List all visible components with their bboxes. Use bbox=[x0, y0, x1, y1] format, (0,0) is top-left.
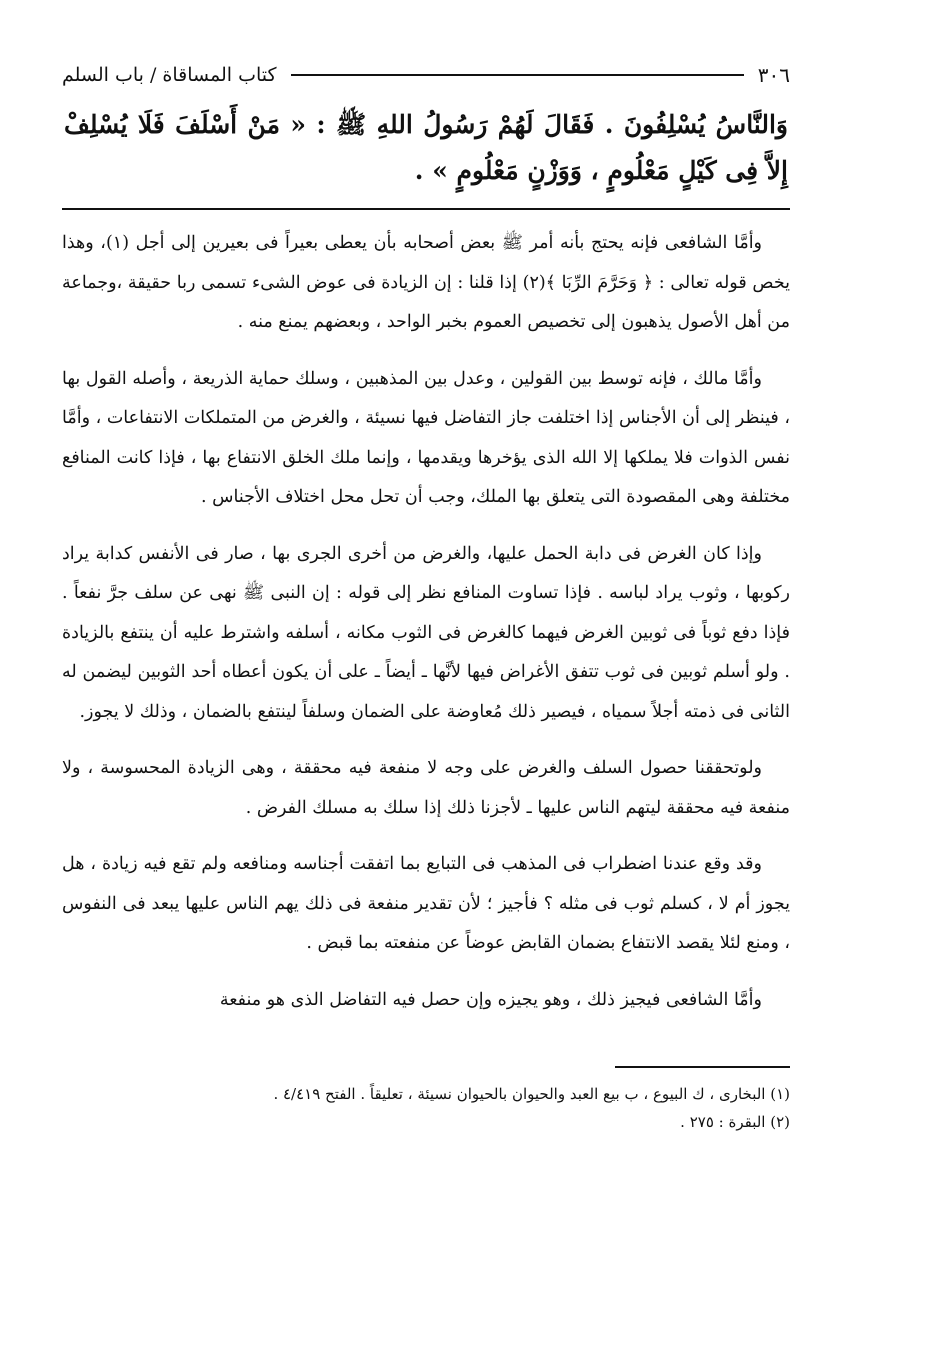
book-page bbox=[62, 58, 790, 1136]
running-title: كتاب المساقاة / باب السلم bbox=[62, 64, 277, 86]
paragraph: وأمَّا مالك ، فإنه توسط بين القولين ، وعدل بين المذهبين ، وسلك حماية الذريعة ، وأصله القول بها ، فينظر إلى أن الأجناس إذا اختلفت جاز التفاضل فيها نسيئة ، والغرض من المتملكات الانتفاعات ، وأمَّا نفس الذوات فلا يملكها إلا الله الذى يؤخرها ويقدمها ، وإنما ملك الخلق الانتفاع بها ، فإذا كانت المنافع مختلفة وهى المقصودة التى يتعلق بها الملك، وجب أن تحل محل اختلاف الأجناس . bbox=[62, 368, 790, 507]
hadith-text: وَالنَّاسُ يُسْلِفُونَ . فَقَالَ لَهُمْ رَسُولُ اللهِ ﷺ : « مَنْ أَسْلَفَ فَلَا يُسْلِفْ إِلاَّ فِى كَيْلٍ مَعْلُومٍ ، وَوَزْنٍ مَعْلُومٍ » . bbox=[64, 110, 788, 185]
footnote: (١) البخارى ، ك البيوع ، ب بيع العبد والحيوان بالحيوان نسيئة ، تعليقاً . الفتح ٤/٤١٩ . bbox=[273, 1085, 790, 1103]
footnotes bbox=[62, 1080, 790, 1136]
paragraph: وأمَّا الشافعى فيجيز ذلك ، وهو يجيزه وإن حصل فيه التفاضل الذى هو منفعة bbox=[219, 989, 762, 1010]
paragraph: وأمَّا الشافعى فإنه يحتج بأنه أمر ﷺ بعض أصحابه بأن يعطى بعيراً فى بعيرين إلى أجل (١)، وهذا يخص قوله تعالى : ﴿ وَحَرَّمَ الرِّبَا ﴾(٢) إذا قلنا : إن الزيادة فى عوض الشىء تسمى ربا حقيقة ،وجماعة من أهل الأصول يذهبون إلى تخصيص العموم بخبر الواحد ، وبعضهم يمنع منه . bbox=[62, 233, 790, 332]
paragraph: وقد وقع عندنا اضطراب فى المذهب فى التبايع بما اتفقت أجناسه ومنافعه ولم تقع فيه زيادة ، هل يجوز أم لا ، كسلم ثوب فى مثله ؟ فأجيز ؛ لأن تقدير منفعة فى ذلك يهم الناس عليها يبعد فى النفوس ، ومنع لئلا يقصد الانتفاع بضمان القابض عوضاً عن منفعته بما قبض . bbox=[62, 854, 790, 953]
header-rule bbox=[291, 74, 744, 76]
page-number: ٣٠٦ bbox=[757, 63, 790, 87]
paragraph: ولوتحققنا حصول السلف والغرض على وجه لا منفعة فيه محققة ، وهى الزيادة المحسوسة ، ولا منفعة فيه محققة ليتهم الناس عليها ـ لأجزنا ذلك إذا سلك به مسلك الفرض . bbox=[62, 758, 790, 818]
footnote: (٢) البقرة : ٢٧٥ . bbox=[680, 1113, 790, 1131]
commentary-body bbox=[62, 224, 790, 1020]
section-divider bbox=[62, 208, 790, 210]
footnote-divider bbox=[615, 1066, 790, 1068]
paragraph: وإذا كان الغرض فى دابة الحمل عليها، والغرض من أخرى الجرى بها ، صار فى الأنفس كدابة يراد ركوبها ، وثوب يراد لباسه . فإذا تساوت المنافع نظر إلى قوله : إن النبى ﷺ نهى عن سلف جرَّ نفعاً . فإذا دفع ثوباً فى ثوبين الغرض فيهما كالغرض فى الثوب مكانه ، أسلفه واشترط عليه أن ينتفع بالزيادة . ولو أسلم ثوبين فى ثوب تتفق الأغراض فيها لأنَّها ـ أيضاً ـ على أن يكون أعطاه أحد الثوبين ليضمن له الثانى فى ذمته أجلاً سمياه ، فيصير ذلك مُعاوضة على الضمان وسلفاً لينتفع بالضمان ، وذلك لا يجوز. bbox=[62, 543, 790, 722]
running-header bbox=[62, 58, 790, 92]
